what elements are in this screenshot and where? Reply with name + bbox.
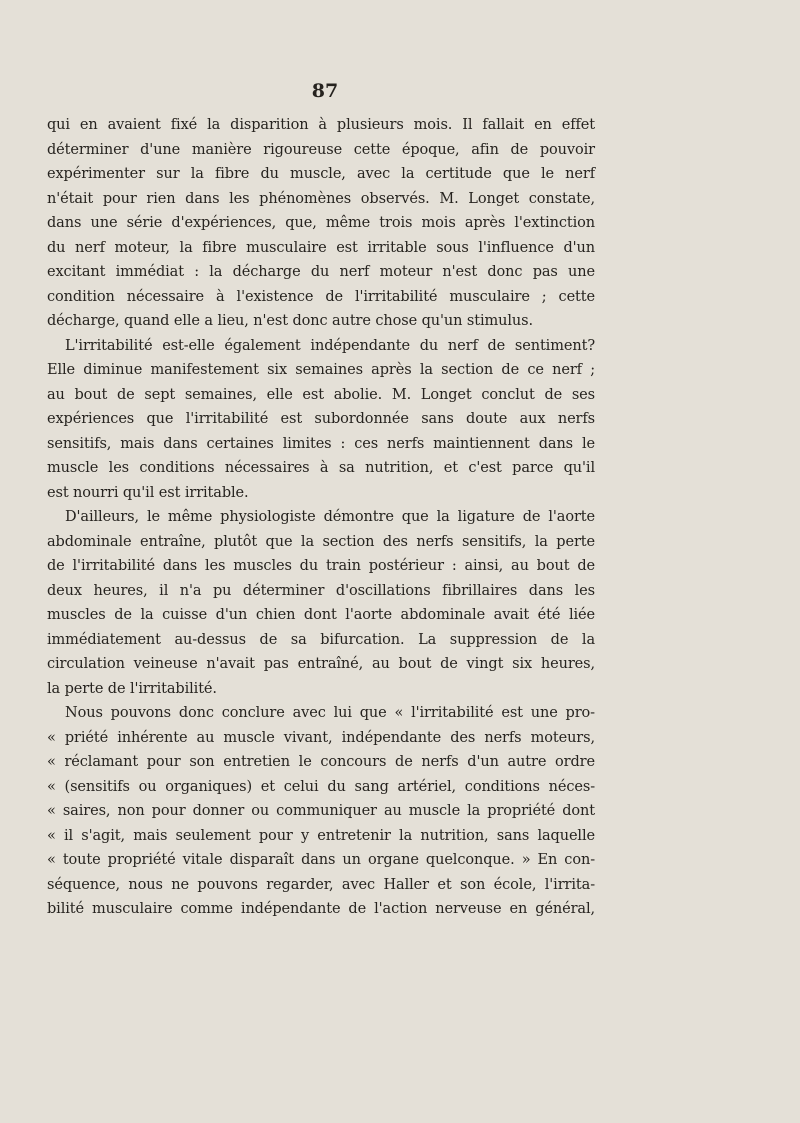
text-line: L'irritabilité est-elle également indépendante du nerf de sentiment? [65,337,595,354]
text-line: « réclamant pour son entretien le concours de nerfs d'un autre ordre [47,754,595,770]
text-line: sensitifs, mais dans certaines limites : ces nerfs maintiennent dans le [47,435,595,452]
text-line: muscle les conditions nécessaires à sa nutrition, et c'est parce qu'il [47,460,595,476]
text-line: Elle diminue manifestement six semaines après la section de ce nerf ; [47,362,595,378]
paragraph [47,701,595,922]
text-line: déterminer d'une manière rigoureuse cette époque, afin de pouvoir [47,141,595,158]
text-line: « (sensitifs ou organiques) et celui du sang artériel, conditions néces- [47,778,595,795]
text-line: abdominale entraîne, plutôt que la section des nerfs sensitifs, la perte [47,533,595,550]
text-line: qui en avaient fixé la disparition à plusieurs mois. Il fallait en effet [47,117,595,133]
text-line: la perte de l'irritabilité. [47,680,217,697]
text-line: n'était pour rien dans les phénomènes observés. M. Longet constate, [47,190,595,207]
text-line: dans une série d'expériences, que, même trois mois après l'extinction [47,215,595,231]
text-line: de l'irritabilité dans les muscles du train postérieur : ainsi, au bout de [47,558,595,574]
paragraph [47,505,595,701]
text-line: « priété inhérente au muscle vivant, indépendante des nerfs moteurs, [47,729,595,746]
text-line: expérimenter sur la fibre du muscle, avec la certitude que le nerf [47,166,595,182]
page-number: 87 [311,80,339,102]
paragraph [47,113,595,334]
text-line: au bout de sept semaines, elle est abolie. M. Longet conclut de ses [47,386,595,403]
text-line: expériences que l'irritabilité est subordonnée sans doute aux nerfs [47,411,595,427]
text-line: du nerf moteur, la fibre musculaire est irritable sous l'influence d'un [47,239,595,256]
text-line: D'ailleurs, le même physiologiste démontre que la ligature de l'aorte [65,509,595,525]
paragraph [47,334,595,506]
text-line: « saires, non pour donner ou communiquer au muscle la propriété dont [47,803,595,819]
text-line: circulation veineuse n'avait pas entraîné, au bout de vingt six heures, [47,656,595,672]
text-line: séquence, nous ne pouvons regarder, avec Haller et son école, l'irrita- [47,876,595,893]
text-line: immédiatement au-dessus de sa bifurcation. La suppression de la [47,631,595,648]
text-line: condition nécessaire à l'existence de l'irritabilité musculaire ; cette [47,288,595,305]
body-text [47,113,595,922]
text-line: deux heures, il n'a pu déterminer d'oscillations fibrillaires dans les [47,582,595,599]
text-line: décharge, quand elle a lieu, n'est donc autre chose qu'un stimulus. [47,313,534,329]
text-line: « toute propriété vitale disparaît dans un organe quelconque. » En con- [47,852,595,868]
text-line: muscles de la cuisse d'un chien dont l'aorte abdominale avait été liée [47,607,595,623]
text-line: bilité musculaire comme indépendante de l'action nerveuse en général, [47,901,595,917]
text-line: « il s'agit, mais seulement pour y entretenir la nutrition, sans laquelle [47,827,595,844]
text-line: Nous pouvons donc conclure avec lui que « l'irritabilité est une pro- [65,705,595,721]
text-line: est nourri qu'il est irritable. [47,484,249,501]
text-line: excitant immédiat : la décharge du nerf moteur n'est donc pas une [47,264,595,280]
